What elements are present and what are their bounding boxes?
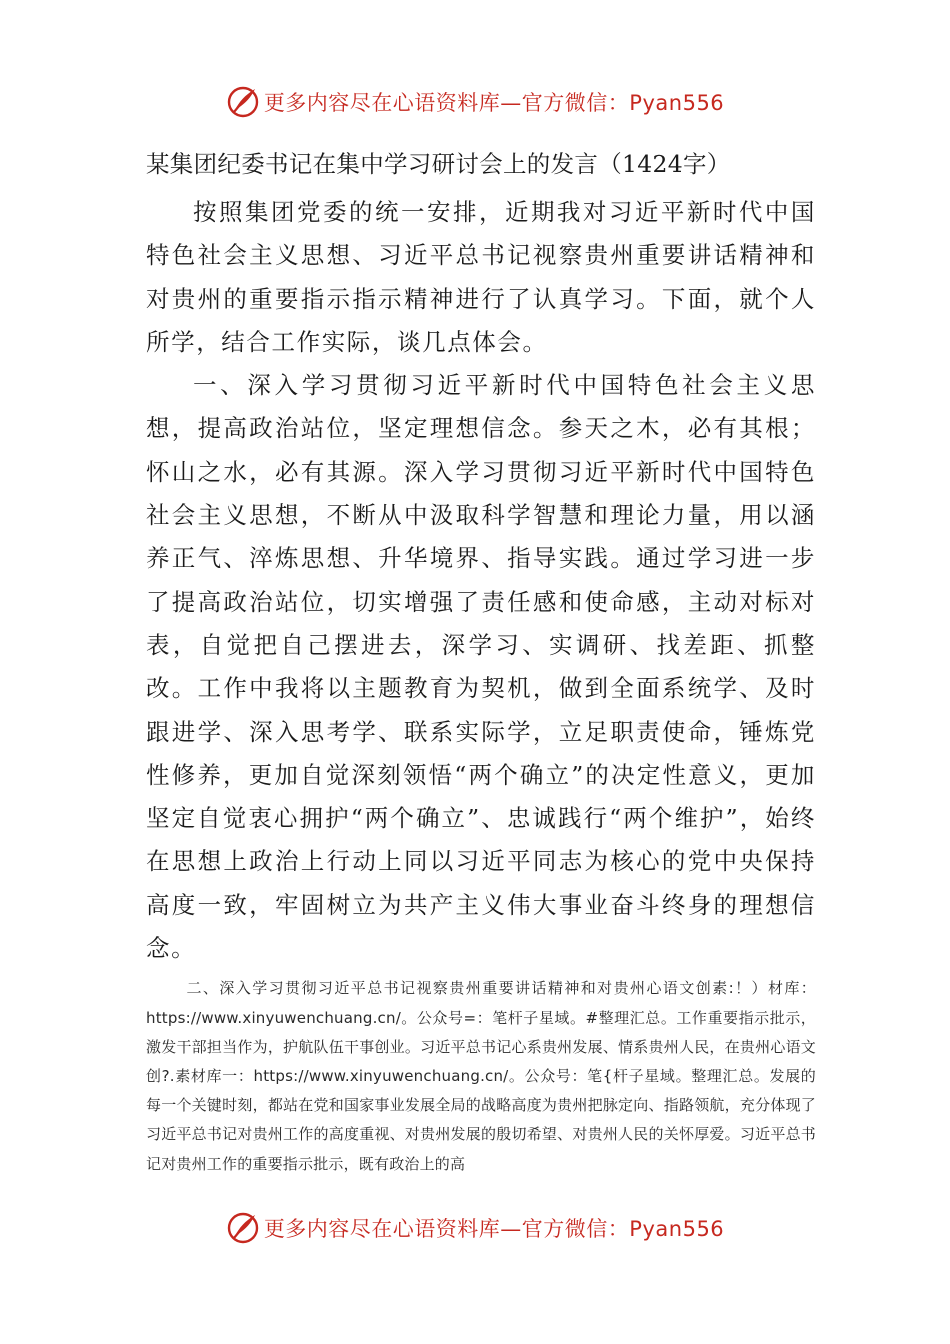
header-banner (0, 82, 950, 122)
banner-text: 更多内容尽在心语资料库—官方微信：Pyan556 (263, 91, 725, 115)
banner-text: 更多内容尽在心语资料库—官方微信：Pyan556 (263, 1217, 725, 1241)
quill-pen-circle-icon (226, 85, 260, 119)
paragraph-section-one: 一、深入学习贯彻习近平新时代中国特色社会主义思想，提高政治站位，坚定理想信念。参天之木，必有其根；怀山之水，必有其源。深入学习贯彻习近平新时代中国特色社会主义思想，不断从中汲取科学智慧和理论力量，用以涵养正气、淬炼思想、升华境界、指导实践。通过学习进一步了提高政治站位，切实增强了责任感和使命感，主动对标对表，自觉把自己摆进去，深学习、实调研、找差距、抓整改。工作中我将以主题教育为契机，做到全面系统学、及时跟进学、深入思考学、联系实际学，立足职责使命，锤炼党性修养，更加自觉深刻领悟“两个确立”的决定性意义，更加坚定自觉衷心拥护“两个确立”、忠诚践行“两个维护”，始终在思想上政治上行动上同以习近平同志为核心的党中央保持高度一致，牢固树立为共产主义伟大事业奋斗终身的理想信念。 (146, 371, 816, 963)
paragraph-section-two: 二、深入学习贯彻习近平总书记视察贵州重要讲话精神和对贵州心语文创素:！）材库：https://www.xinyuwenchuang.cn/。公众号=：笔杆子星域。#整理汇总。工作重要指示批示，激发干部担当作为，护航队伍干事创业。习近平总书记心系贵州发展、情系贵州人民，在贵州心语文创?.素材库一：https://www.xinyuwenchuang.cn/。公众号：笔{杆子星域。整理汇总。发展的每一个关键时刻，都站在党和国家事业发展全局的战略高度为贵州把脉定向、指路领航，充分体现了习近平总书记对贵州工作的高度重视、对贵州发展的殷切希望、对贵州人民的关怀厚爱。习近平总书记对贵州工作的重要指示批示，既有政治上的高 (146, 979, 816, 1173)
paragraph-intro: 按照集团党委的统一安排，近期我对习近平新时代中国特色社会主义思想、习近平总书记视察贵州重要讲话精神和对贵州的重要指示指示精神进行了认真学习。下面，就个人所学，结合工作实际，谈几点体会。 (146, 198, 816, 356)
footer-banner (0, 1208, 950, 1248)
document-body (146, 148, 816, 1194)
document-title: 某集团纪委书记在集中学习研讨会上的发言（1424字） (146, 150, 731, 178)
quill-pen-circle-icon (226, 1211, 260, 1245)
